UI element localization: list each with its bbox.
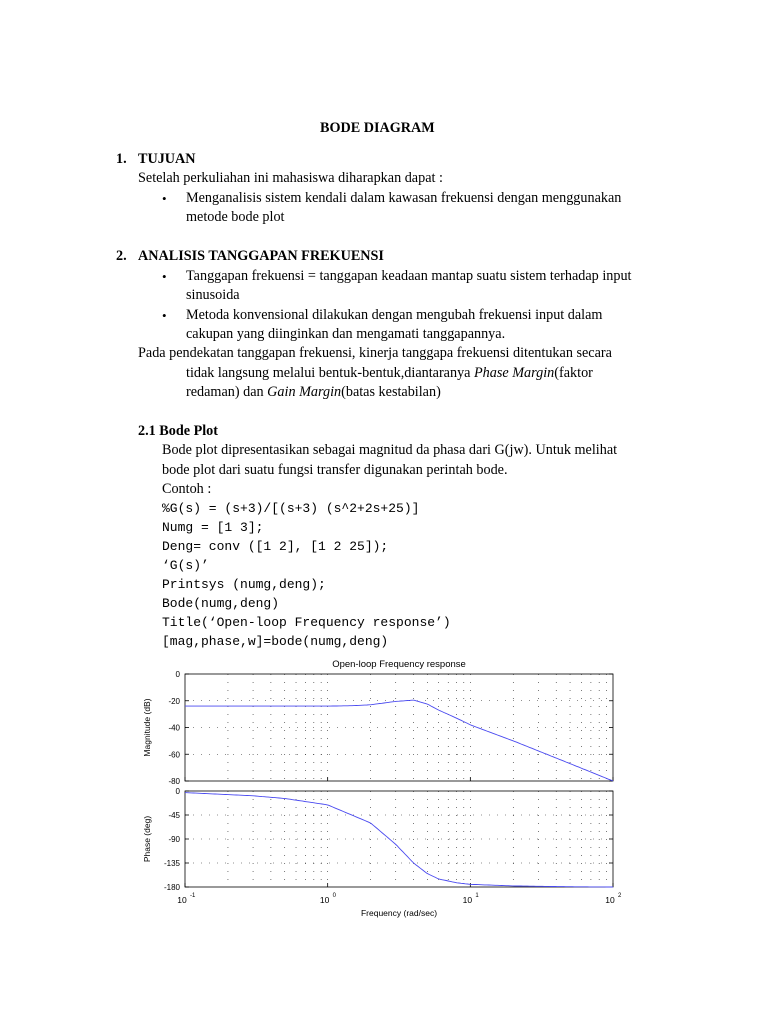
section-2-bullet-2-line-2: cakupan yang diinginkan dan mengamati tanggapannya. — [186, 326, 506, 342]
section-1-intro: Setelah perkuliahan ini mahasiswa diharapkan dapat : — [138, 170, 443, 186]
magnitude-y-tick-label: -60 — [168, 750, 180, 760]
phase-margin-term: Phase Margin — [474, 365, 555, 381]
bode-plot-figure — [130, 655, 640, 925]
section-2-1-line-1: Bode plot dipresentasikan sebagai magnitud da phasa dari G(jw). Untuk melihat — [162, 442, 618, 458]
x-tick-exponent: 2 — [618, 893, 622, 899]
gain-margin-term: Gain Margin — [267, 384, 342, 400]
phase-y-tick-label: -135 — [163, 859, 180, 868]
bullet-icon: • — [162, 269, 167, 284]
section-1-heading: TUJUAN — [138, 151, 196, 167]
section-2-bullet-1-line-2: sinusoida — [186, 287, 240, 303]
magnitude-series-line — [185, 700, 613, 781]
phase-y-tick-label: -45 — [168, 811, 180, 820]
code-line-6: Bode(numg,deng) — [162, 596, 280, 611]
code-line-3: Deng= conv ([1 2], [1 2 25]); — [162, 539, 389, 554]
x-tick-exponent: 0 — [332, 893, 337, 899]
phase-series-line — [185, 793, 613, 887]
section-2-heading: ANALISIS TANGGAPAN FREKUENSI — [138, 248, 384, 264]
bullet-icon: • — [162, 308, 167, 323]
magnitude-y-tick-label: -80 — [168, 777, 180, 786]
code-line-1: %G(s) = (s+3)/[(s+3) (s^2+2s+25)] — [162, 501, 420, 516]
phase-y-axis-label: Phase (deg) — [142, 815, 152, 863]
magnitude-y-tick-label: -20 — [168, 696, 180, 706]
section-2-1-heading: 2.1 Bode Plot — [138, 423, 218, 439]
section-2-paragraph-line-1: Pada pendekatan tanggapan frekuensi, kinerja tanggapa frekuensi ditentukan secara — [138, 345, 612, 361]
section-2-bullet-1-line-1: Tanggapan frekuensi = tanggapan keadaan mantap suatu sistem terhadap input — [186, 268, 632, 284]
section-1-bullet-line-1: Menganalisis sistem kendali dalam kawasan frekuensi dengan menggunakan — [186, 190, 622, 206]
section-1-number: 1. — [116, 151, 127, 167]
phase-y-tick-label: -90 — [168, 835, 180, 844]
code-line-4: ‘G(s)’ — [162, 558, 209, 573]
section-2-paragraph-line-2: tidak langsung melalui bentuk-bentuk,diantaranya Phase Margin(faktor — [186, 365, 593, 381]
magnitude-y-tick-label: 0 — [175, 670, 180, 679]
section-2-paragraph-line-3: redaman) dan Gain Margin(batas kestabilan) — [186, 384, 441, 400]
code-line-5: Printsys (numg,deng); — [162, 577, 326, 592]
section-1-bullet-line-2: metode bode plot — [186, 209, 285, 225]
x-tick-label: 10 — [177, 895, 187, 905]
section-2-1-line-2: bode plot dari suatu fungsi transfer digunakan perintah bode. — [162, 462, 508, 478]
x-tick-exponent: -1 — [190, 893, 196, 899]
x-tick-label: 10 — [462, 895, 473, 905]
x-axis-label: Frequency (rad/sec) — [360, 908, 438, 918]
chart-title: Open-loop Frequency response — [332, 659, 466, 670]
section-2-bullet-2-line-1: Metoda konvensional dilakukan dengan mengubah frekuensi input dalam — [186, 307, 603, 323]
code-line-8: [mag,phase,w]=bode(numg,deng) — [162, 634, 389, 649]
magnitude-y-axis-label: Magnitude (dB) — [142, 698, 152, 757]
code-line-2: Numg = [1 3]; — [162, 520, 264, 535]
x-tick-exponent: 1 — [475, 893, 479, 899]
section-2-1-line-3: Contoh : — [162, 481, 212, 497]
x-tick-label: 10 — [319, 895, 330, 905]
x-tick-label: 10 — [605, 895, 615, 905]
magnitude-y-tick-label: -40 — [168, 723, 180, 733]
phase-y-tick-label: -180 — [163, 883, 180, 892]
phase-y-tick-label: 0 — [175, 787, 180, 796]
bullet-icon: • — [162, 191, 167, 206]
section-2-number: 2. — [116, 248, 127, 264]
page-title: BODE DIAGRAM — [320, 120, 435, 136]
code-line-7: Title(‘Open-loop Frequency response’) — [162, 615, 451, 630]
